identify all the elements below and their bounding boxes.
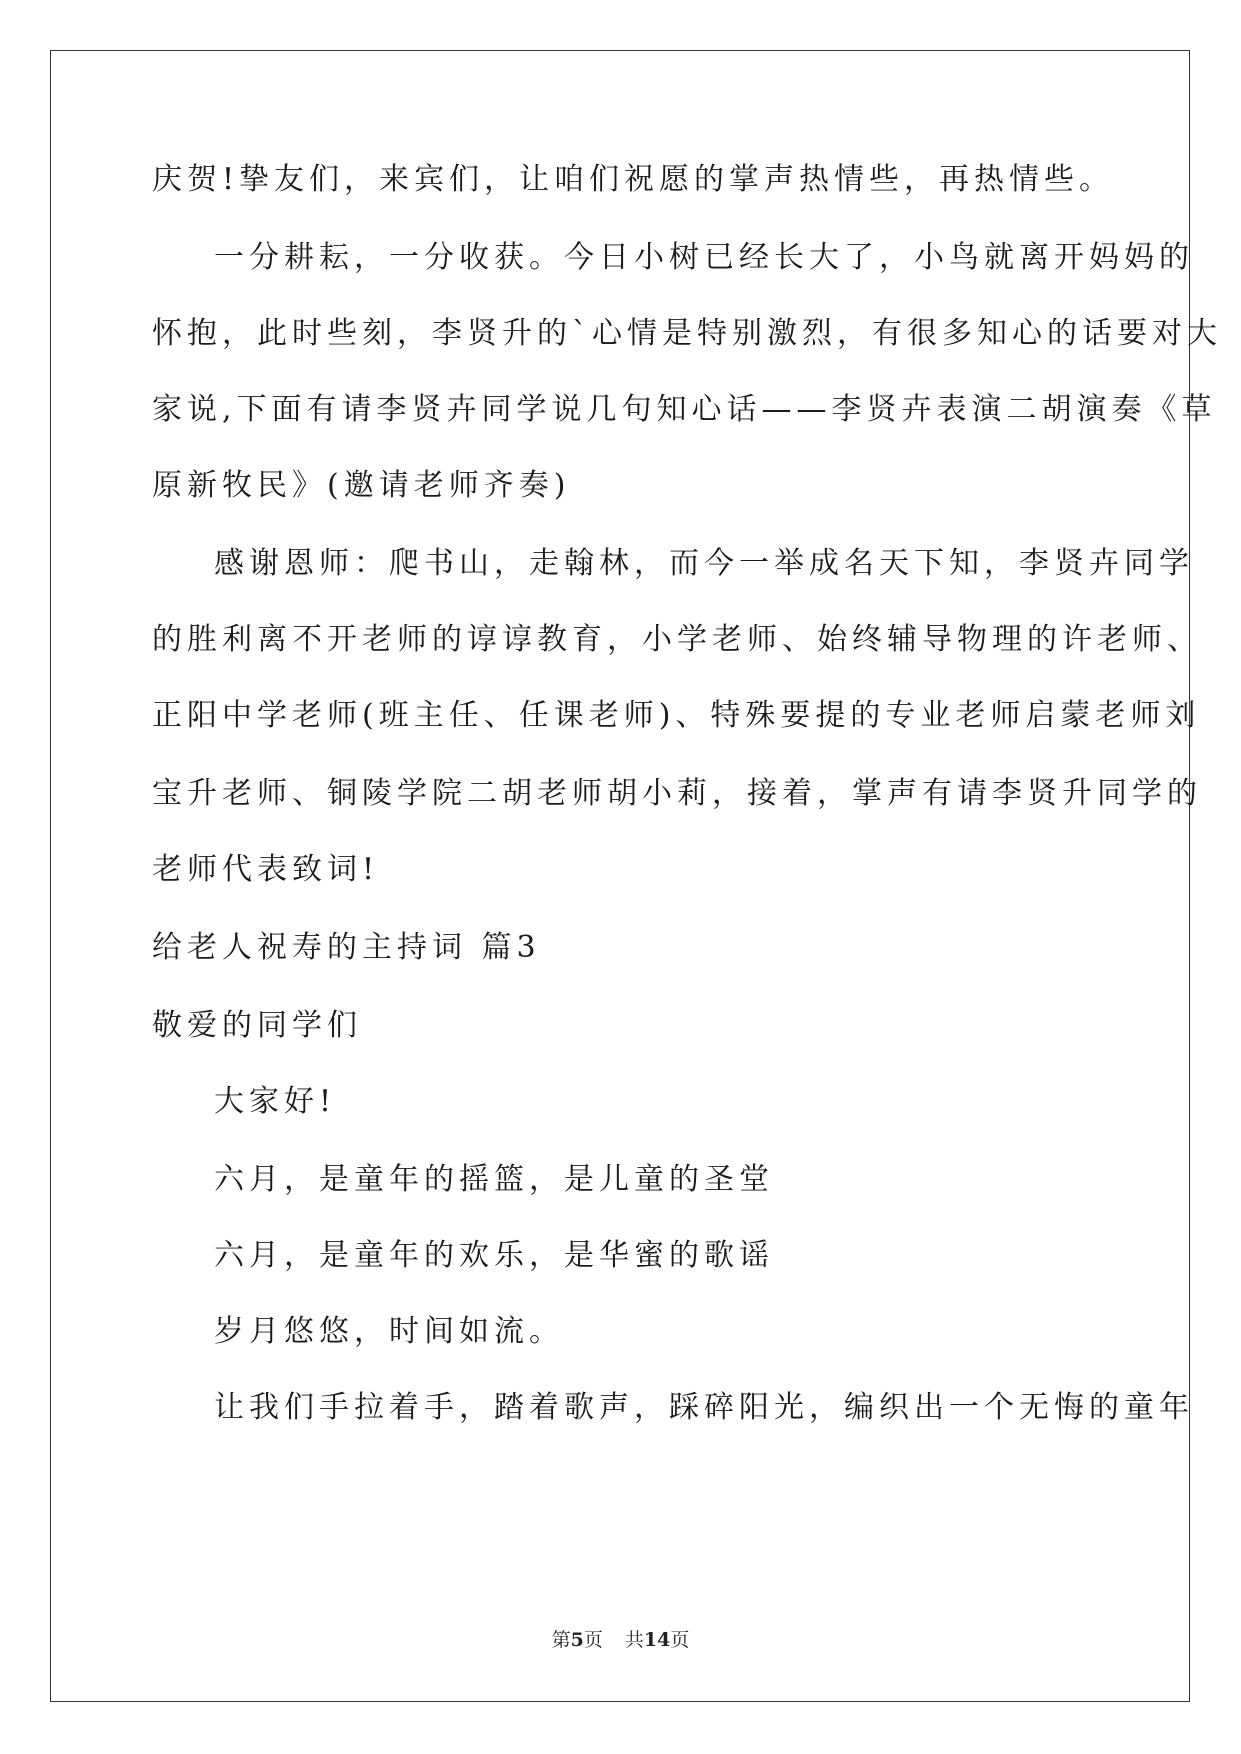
- text-line-8: 正阳中学老师(班主任、任课老师)、特殊要提的专业老师启蒙老师刘: [152, 698, 1201, 733]
- text-line-9: 宝升老师、铜陵学院二胡老师胡小莉，接着，掌声有请李贤升同学的: [152, 776, 1202, 811]
- text-line-3: 怀抱，此时些刻，李贤升的`心情是特别激烈，有很多知心的话要对大: [152, 316, 1222, 351]
- text-line-13: 大家好!: [214, 1084, 337, 1119]
- text-line-12: 敬爱的同学们: [152, 1008, 362, 1043]
- footer-page-number: 5: [570, 1629, 584, 1651]
- section-heading: 给老人祝寿的主持词 篇3: [152, 930, 541, 965]
- text-line-6: 感谢恩师：爬书山，走翰林，而今一举成名天下知，李贤卉同学: [214, 546, 1194, 581]
- text-line-10: 老师代表致词!: [152, 852, 380, 887]
- text-line-16: 岁月悠悠，时间如流。: [214, 1314, 564, 1349]
- footer-total-suffix: 页: [670, 1629, 690, 1651]
- footer-total-prefix: 共: [624, 1629, 644, 1651]
- text-line-5: 原新牧民》(邀请老师齐奏): [152, 468, 571, 503]
- text-line-17: 让我们手拉着手，踏着歌声，踩碎阳光，编织出一个无悔的童年: [214, 1390, 1194, 1425]
- page-footer: [0, 1625, 1241, 1652]
- footer-page-suffix: 页: [583, 1629, 603, 1651]
- footer-total-pages: 14: [643, 1629, 671, 1651]
- text-line-7: 的胜利离不开老师的谆谆教育，小学老师、始终辅导物理的许老师、: [152, 622, 1202, 657]
- text-line-1: 庆贺!挚友们，来宾们，让咱们祝愿的掌声热情些，再热情些。: [152, 162, 1115, 197]
- text-line-4: 家说,下面有请李贤卉同学说几句知心话——李贤卉表演二胡演奏《草: [152, 392, 1217, 427]
- footer-prefix: 第: [551, 1629, 571, 1651]
- text-line-2: 一分耕耘，一分收获。今日小树已经长大了，小鸟就离开妈妈的: [214, 240, 1194, 275]
- text-line-15: 六月，是童年的欢乐，是华蜜的歌谣: [214, 1238, 774, 1273]
- text-line-14: 六月，是童年的摇篮，是儿童的圣堂: [214, 1162, 774, 1197]
